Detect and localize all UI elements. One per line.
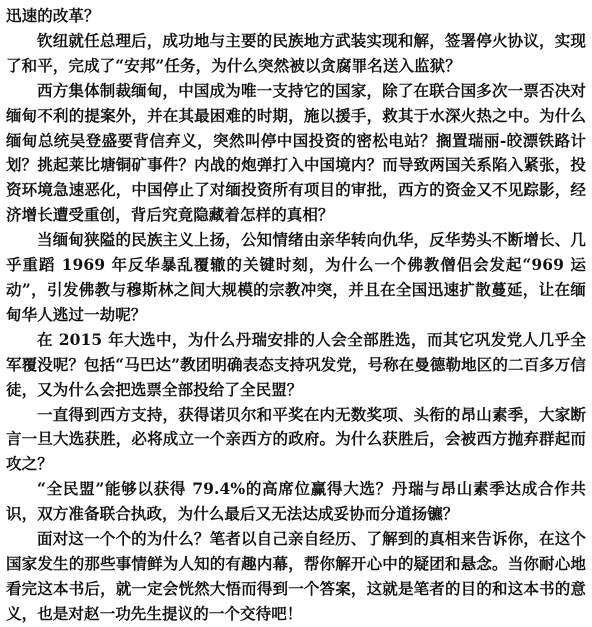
paragraph: “全民盟”能够以获得 79.4%的高席位赢得大选？丹瑞与昂山素季达成合作共识，双方准备联合执政，为什么最后又无法达成妥协而分道扬镳？ <box>6 479 586 524</box>
paragraph: 当缅甸狭隘的民族主义上扬，公知情绪由亲华转向仇华，反华势头不断增长、几乎重蹈 1969 年反华暴乱覆辙的关键时刻，为什么一个佛教僧侣会发起“969 运动”，引发佛教与穆斯林之间大规模的宗教冲突，并且在全国迅速扩散蔓延，让在缅甸华人逃过一劫呢？ <box>6 230 586 324</box>
document-page <box>6 4 586 627</box>
paragraph: 在 2015 年大选中，为什么丹瑞安排的人会全部胜选，而其它巩发党人几乎全军覆没呢？包括“马巴达”教团明确表态支持巩发党，号称在曼德勒地区的二百多万信徒，又为什么会把选票全部投给了全民盟？ <box>6 329 586 399</box>
paragraph: 钦纽就任总理后，成功地与主要的民族地方武装实现和解，签署停火协议，实现了和平，完成了“安邦”任务，为什么突然被以贪腐罪名送入监狱？ <box>6 30 586 75</box>
paragraph: 一直得到西方支持，获得诺贝尔和平奖在内无数奖项、头衔的昂山素季，大家断言一旦大选获胜，必将成立一个亲西方的政府。为什么获胜后，会被西方抛弃群起而攻之？ <box>6 404 586 474</box>
paragraph: 迅速的改革？ <box>6 6 100 25</box>
paragraph: 西方集体制裁缅甸，中国成为唯一支持它的国家，除了在联合国多次一票否决对缅甸不利的提案外，并在其最困难的时期，施以援手，救其于水深火热之中。为什么缅甸总统吴登盛要背信弃义，突然叫停中国投资的密松电站？搁置瑞丽-皎漂铁路计划？挑起莱比塘铜矿事件？内战的炮弹打入中国境内？而导致两国关系陷入紧张，投资环境急速恶化，中国停止了对缅投资所有项目的审批，西方的资金又不见踪影，经济增长遭受重创，背后究竟隐藏着怎样的真相？ <box>6 80 586 225</box>
paragraph: 面对这一个个的为什么？笔者以自己亲自经历、了解到的真相来告诉你，在这个国家发生的那些事情鲜为人知的有趣内幕，帮你解开心中的疑团和悬念。当你耐心地看完这本书后，就一定会恍然大悟而得到一个答案，这就是笔者的目的和这本书的意义，也是对赵一功先生提议的一个交待吧！ <box>6 529 586 623</box>
